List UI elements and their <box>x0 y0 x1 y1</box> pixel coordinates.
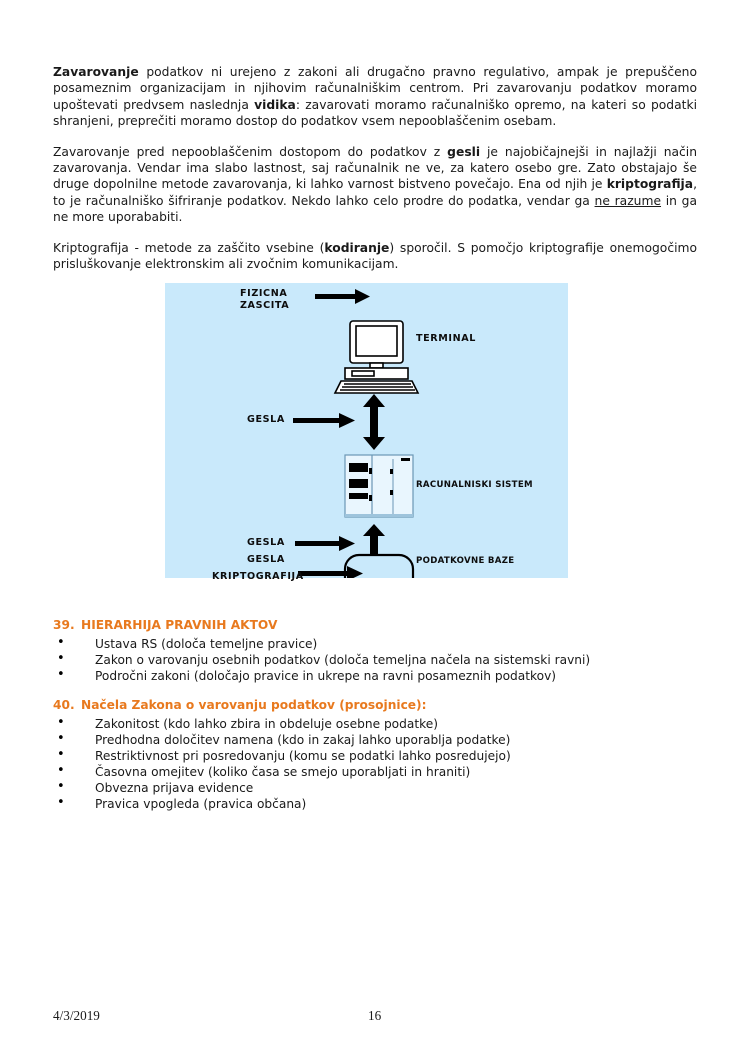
list-item: • Zakonitost (kdo lahko zbira in obdeluje osebne podatke) <box>53 716 697 732</box>
section-40 <box>53 698 697 813</box>
diagram-canvas <box>165 283 568 582</box>
label-physical-protection-line1: FIZICNA <box>240 288 288 299</box>
list-item: • Ustava RS (določa temeljne pravice) <box>53 636 697 652</box>
arrow-passwords-terminal <box>293 413 355 428</box>
terminal-icon <box>335 321 418 393</box>
page-footer <box>53 1008 697 1028</box>
security-layers-diagram <box>165 283 568 582</box>
footer-date: 4/3/2019 <box>53 1008 100 1023</box>
label-cryptography: KRIPTOGRAFIJA <box>212 571 304 582</box>
text-run: Kriptografija - metode za zaščito vsebine ( <box>53 240 325 255</box>
emphasis-text: gesli <box>447 144 481 159</box>
footer-page-number: 16 <box>368 1008 382 1023</box>
label-passwords-terminal: GESLA <box>247 414 285 425</box>
arrow-physical-protection <box>315 289 370 304</box>
diagram-graphics <box>165 283 568 578</box>
text-run: ) sporočil. S pomočjo kriptografije onemogočimo prisluškovanje elektronskim ali zvočnim komunikacijam. <box>53 240 697 272</box>
list-item: • Zakon o varovanju osebnih podatkov (določa temeljna načela na sistemski ravni) <box>53 652 697 668</box>
paragraph-3 <box>53 240 697 273</box>
text-run: Zavarovanje pred nepooblaščenim dostopom do podatkov z <box>53 144 448 159</box>
text-run: , to je računalniško šifriranje podatkov. Nekdo lahko celo prodre do podatka, vendar ga <box>53 177 697 208</box>
text-run: : zavarovati moramo računalniško opremo, na kateri so podatki shranjeni, preprečiti moramo dostop do podatkov vsem nepooblaščenim osebam. <box>53 97 697 129</box>
emphasis-text: kodiranje <box>324 240 390 255</box>
list-item: • Obvezna prijava evidence <box>53 780 697 796</box>
list-item: • Časovna omejitev (koliko časa se smejo uporabljati in hraniti) <box>53 764 697 780</box>
list-item: • Predhodna določitev namena (kdo in zakaj lahko uporablja podatke) <box>53 732 697 748</box>
emphasis-text: Zavarovanje <box>53 65 139 79</box>
section-39 <box>53 618 697 684</box>
section-39-list <box>53 636 697 684</box>
arrow-terminal-system <box>363 394 385 450</box>
section-39-title: HIERARHIJA PRAVNIH AKTOV <box>81 618 278 632</box>
section-40-title: Načela Zakona o varovanju podatkov (prosojnice): <box>81 698 427 712</box>
text-run: in ga ne more uporababiti. <box>53 193 698 225</box>
label-terminal: TERMINAL <box>416 333 476 344</box>
arrow-passwords-system <box>295 536 355 551</box>
emphasis-text: vidika <box>254 97 296 112</box>
body-text <box>53 64 697 272</box>
section-39-heading <box>53 618 697 633</box>
paragraph-1 <box>53 64 697 130</box>
label-computer-system: RACUNALNISKI SISTEM <box>416 480 533 490</box>
paragraph-2 <box>53 144 697 226</box>
mainframe-icon <box>345 455 413 517</box>
list-item: • Pravica vpogleda (pravica občana) <box>53 796 697 812</box>
text-run: podatkov ni urejeno z zakoni ali drugačno pravno regulativo, ampak je prepuščeno posameznim organizacijam in njihovim računalniškim centrom. Pri zavarovanju podatkov moramo upoštevati predvsem naslednja <box>53 65 697 112</box>
list-item: • Področni zakoni (določajo pravice in ukrepe na ravni posameznih podatkov) <box>53 668 697 684</box>
underlined-text: ne razume <box>594 193 662 208</box>
text-run: je najobičajnejši in najlažji način zavarovanja. Vendar ima slabo lastnost, saj računalnik ne ve, za katero osebo gre. Zato obstajajo še druge dopolnilne metode zavarovanja, ki lahko varnost bistveno povečajo. Ena od njih je <box>53 144 697 192</box>
list-item: • Restriktivnost pri posredovanju (komu se podatki lahko posredujejo) <box>53 748 697 764</box>
emphasis-text: kriptografija <box>606 177 694 192</box>
label-physical-protection-line2: ZASCITA <box>240 300 290 311</box>
section-39-number: 39. <box>53 618 75 632</box>
label-databases: PODATKOVNE BAZE <box>416 556 515 566</box>
label-passwords-database: GESLA <box>247 554 285 565</box>
label-passwords-system: GESLA <box>247 537 285 548</box>
section-40-heading <box>53 698 697 713</box>
section-40-number: 40. <box>53 698 75 712</box>
section-40-list <box>53 716 697 813</box>
